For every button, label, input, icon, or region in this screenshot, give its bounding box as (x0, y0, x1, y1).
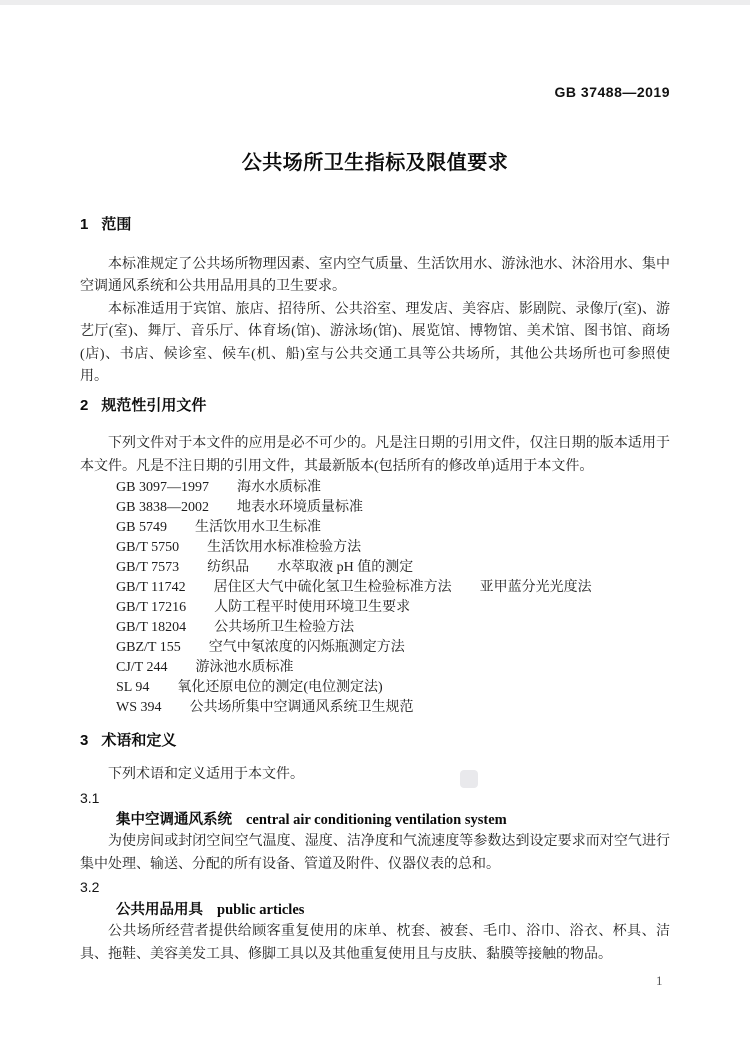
reference-item: GB 3097—1997 海水水质标准 (116, 480, 321, 496)
reference-item: GB 3838—2002 地表水环境质量标准 (116, 500, 363, 516)
reference-item: GB/T 18204 公共场所卫生检验方法 (116, 620, 355, 636)
section-2-title: 规范性引用文件 (101, 397, 207, 415)
normative-refs-intro: 下列文件对于本文件的应用是必不可少的。凡是注日期的引用文件，仅注日期的版本适用于本文件。凡是不注日期的引用文件，其最新版本(包括所有的修改单)适用于本文件。 (80, 436, 670, 474)
reference-item: GB/T 17216 人防工程平时使用环境卫生要求 (116, 600, 411, 616)
term-zh: 公共用品用具 (116, 901, 203, 918)
reference-item: GB 5749 生活饮用水卫生标准 (116, 520, 321, 536)
reference-item: GB/T 7573 纺织品 水萃取液 pH 值的测定 (116, 560, 414, 576)
clause-number-3-2: 3.2 (80, 879, 100, 896)
section-1-heading (80, 215, 670, 235)
term-entry-3-1 (80, 809, 670, 831)
scan-artifact-square (460, 770, 478, 788)
standard-code: GB 37488—2019 (554, 84, 670, 100)
term-definition-3-2: 公共场所经营者提供给顾客重复使用的床单、枕套、被套、毛巾、浴巾、浴衣、杯具、洁具、拖鞋、美容美发工具、修脚工具以及其他重复使用且与皮肤、黏膜等接触的物品。 (80, 924, 670, 962)
normative-references-list (80, 478, 670, 718)
terms-intro: 下列术语和定义适用于本文件。 (108, 767, 304, 783)
section-2-number: 2 (80, 397, 89, 415)
reference-item: GBZ/T 155 空气中氡浓度的闪烁瓶测定方法 (116, 640, 405, 656)
reference-item: GB/T 5750 生活饮用水标准检验方法 (116, 540, 362, 556)
clause-number-3-1: 3.1 (80, 789, 100, 806)
document-title: 公共场所卫生指标及限值要求 (241, 152, 509, 174)
term-zh: 集中空调通风系统 (116, 812, 232, 829)
reference-item: GB/T 11742 居住区大气中硫化氢卫生检验标准方法 亚甲蓝分光光度法 (116, 580, 592, 596)
scope-paragraph-1: 本标准规定了公共场所物理因素、室内空气质量、生活饮用水、游泳池水、沐浴用水、集中空调通风系统和公共用品用具的卫生要求。 (80, 257, 670, 295)
section-3-number: 3 (80, 732, 89, 750)
term-en: central air conditioning ventilation system (246, 812, 507, 829)
term-entry-3-2 (80, 899, 670, 921)
section-2-heading (80, 396, 670, 416)
document-body (80, 215, 670, 966)
term-en: public articles (217, 901, 305, 918)
section-1-title: 范围 (101, 216, 132, 233)
reference-item: WS 394 公共场所集中空调通风系统卫生规范 (116, 700, 414, 716)
scan-edge (0, 0, 750, 5)
reference-item: SL 94 氧化还原电位的测定(电位测定法) (116, 680, 383, 696)
scope-paragraph-2: 本标准适用于宾馆、旅店、招待所、公共浴室、理发店、美容店、影剧院、录像厅(室)、游艺厅(室)、舞厅、音乐厅、体育场(馆)、游泳场(馆)、展览馆、博物馆、美术馆、图书馆、商场(店)、书店、候诊室、候车(机、船)室与公共交通工具等公共场所，其他公共场所也可参照使用。 (80, 301, 670, 385)
term-definition-3-1: 为使房间或封闭空间空气温度、湿度、洁净度和气流速度等参数达到设定要求而对空气进行集中处理、输送、分配的所有设备、管道及附件、仪器仪表的总和。 (80, 834, 670, 872)
reference-item: CJ/T 244 游泳池水质标准 (116, 660, 294, 676)
section-1-number: 1 (80, 216, 89, 233)
section-3-title: 术语和定义 (101, 732, 177, 750)
page-number: 1 (656, 973, 663, 988)
section-3-heading (80, 731, 670, 751)
